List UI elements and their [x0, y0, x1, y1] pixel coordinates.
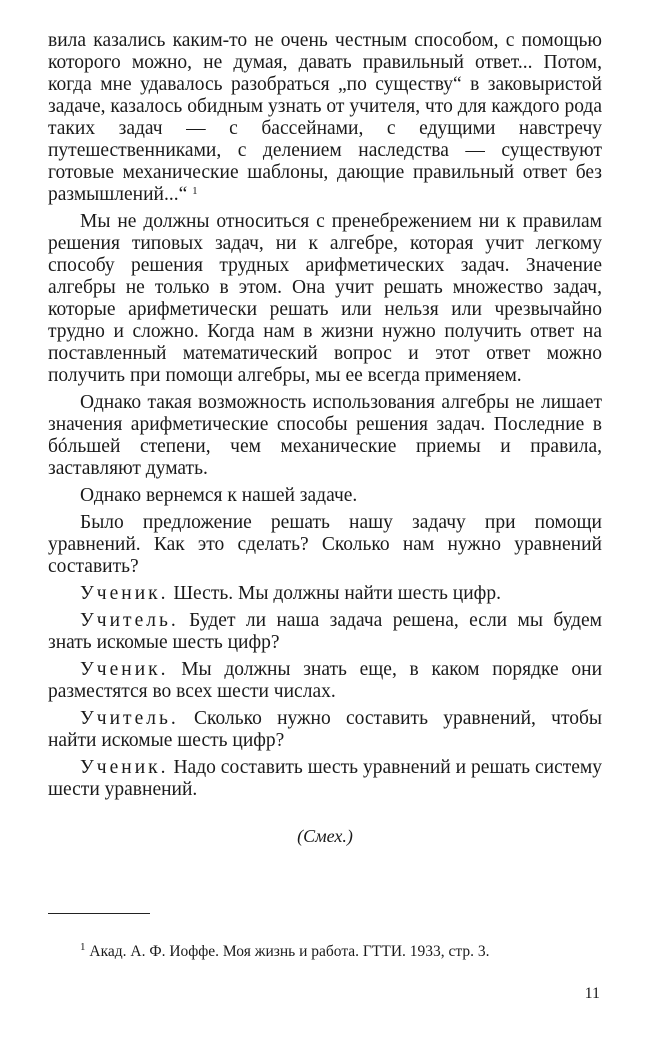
paragraph-quote-continuation — [48, 30, 602, 206]
footnote-text: Акад. А. Ф. Иоффе. Моя жизнь и работа. ГТТИ. 1933, стр. 3. — [89, 942, 490, 960]
paragraph-text: вила казались каким-то не очень честным способом, с помощью которого можно, не думая, давать правильный ответ... Потом, когда мне удавалось разобраться „по существу“ в заковыристой задаче, казалось обидным узнать от учителя, что для каждого рода таких задач — с бассейнами, с едущими навстречу путешественниками, с делением наследства — существуют готовые механические шаблоны, дающие правильный ответ без размышлений...“ — [48, 30, 602, 205]
dialogue-speaker: Ученик. — [80, 659, 169, 680]
paragraph-equations-question: Было предложение решать нашу задачу при помощи уравнений. Как это сделать? Сколько нам нужно уравнений составить? — [48, 512, 602, 577]
dialogue-speaker: Ученик. — [80, 583, 169, 604]
dialogue-speaker: Учитель. — [80, 610, 179, 631]
dialogue-text: Надо составить шесть уравнений и решать систему шести уравнений. — [48, 757, 602, 800]
page-body — [48, 30, 602, 865]
dialogue-line — [48, 708, 602, 752]
dialogue-line — [48, 583, 602, 605]
dialogue-text: Сколько нужно составить уравнений, чтобы найти искомые шесть цифр? — [48, 708, 602, 751]
footnote-reference: 1 — [192, 185, 198, 197]
dialogue-line — [48, 610, 602, 654]
page-number: 11 — [584, 985, 600, 1002]
paragraph-arithmetic: Однако такая возможность использования алгебры не лишает значения арифметические способы решения задач. Последние в бóльшей степени, чем механические приемы и правила, заставляют думать. — [48, 392, 602, 479]
paragraph-return: Однако вернемся к нашей задаче. — [80, 485, 358, 506]
dialogue-speaker: Учитель. — [80, 708, 179, 729]
stage-direction: (Смех.) — [297, 826, 353, 846]
footnote-divider — [48, 913, 150, 914]
dialogue-line — [48, 757, 602, 801]
dialogue-text: Будет ли наша задача решена, если мы будем знать искомые шесть цифр? — [48, 610, 603, 653]
dialogue-line — [48, 659, 602, 703]
footnote-marker: 1 — [80, 940, 86, 953]
dialogue-text: Шесть. Мы должны найти шесть цифр. — [173, 583, 501, 604]
paragraph-algebra: Мы не должны относиться с пренебрежением ни к правилам решения типовых задач, ни к алгебре, которая учит легкому способу решения трудных арифметических задач. Значение алгебры не только в этом. Она учит решать множество задач, которые арифметически решать или нельзя или чрезвычайно трудно и сложно. Когда нам в жизни нужно получить ответ на поставленный математический вопрос и этот ответ можно получить при помощи алгебры, мы ее всегда применяем. — [48, 211, 602, 386]
dialogue-text: Мы должны знать еще, в каком порядке они разместятся во всех шести числах. — [48, 659, 603, 702]
dialogue-speaker: Ученик. — [80, 757, 169, 778]
footnote — [48, 942, 602, 962]
